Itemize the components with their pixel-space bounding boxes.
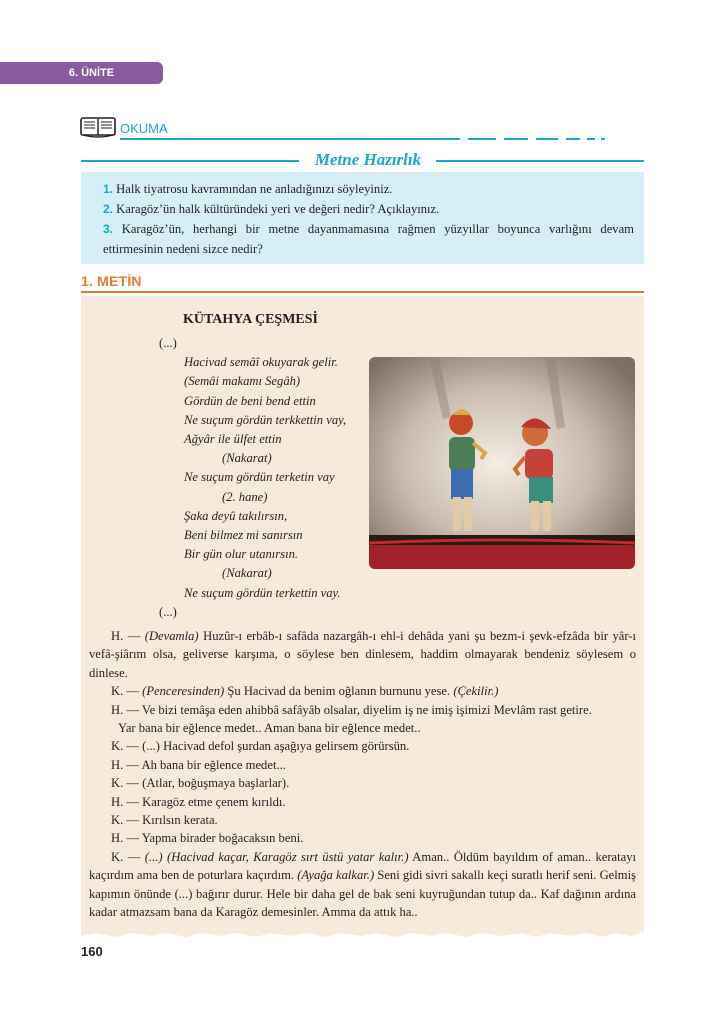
dialogue (81, 627, 644, 922)
prep-question: 3. Karagöz’ün, herhangi bir metne dayanmamasına rağmen yüzyıllar boyunca varlığını devam ettirmesinin nedeni sizce nedir? (103, 222, 634, 256)
poem-line: Gördün de beni bend ettin (184, 393, 316, 408)
karagoz-puppets-illustration (369, 357, 635, 569)
dialogue-line: H. — Ve bizi temâşa eden ahibbâ safâyâb olsalar, diyelim iş ne imiş işimizi Mevlâm rast getire. (111, 702, 592, 717)
poem-line: Ağyâr ile ülfet ettin (184, 432, 282, 447)
section-rule (120, 138, 460, 140)
poem-line: (Nakarat) (222, 451, 272, 466)
unit-tab: 6. ÜNİTE (0, 62, 163, 84)
dialogue-line: H. — Ah bana bir eğlence medet... (111, 757, 286, 772)
poem-line: (...) (159, 604, 177, 619)
prep-rule-right (436, 160, 644, 162)
poem-line: Bir gün olur utanırsın. (184, 547, 299, 562)
open-book-icon (80, 116, 116, 138)
poem (159, 334, 346, 622)
section-rule-dash (587, 138, 595, 140)
text-heading-rule (81, 291, 644, 293)
poem-line: Ne suçum gördün terkettin vay. (184, 585, 341, 600)
poem-title: KÜTAHYA ÇEŞMESİ (183, 312, 318, 327)
prep-header (81, 150, 644, 170)
prep-question: 1. Halk tiyatrosu kavramından ne anladığınızı söyleyiniz. (103, 182, 393, 196)
prep-rule-left (81, 160, 299, 162)
page-number: 160 (81, 944, 103, 959)
poem-line: Şaka deyû takılırsın, (184, 508, 288, 523)
poem-line: Ne suçum gördün terkkettin vay, (184, 412, 347, 427)
dialogue-line: K. — Kırılsın kerata. (111, 813, 218, 828)
section-label: OKUMA (120, 121, 168, 136)
dialogue-line: K. — (...) Hacivad defol şurdan aşağıya gelirsem görürsün. (111, 739, 410, 754)
shadow-puppet-photo (369, 357, 635, 569)
poem-line: (Semâi makamı Segâh) (184, 374, 301, 389)
prep-questions (81, 172, 644, 264)
section-rule-dash (468, 138, 496, 140)
dialogue-line: Yar bana bir eğlence medet.. Aman bana bir eğlence medet.. (118, 721, 421, 736)
dialogue-line: K. — (Penceresinden) Şu Hacivad da benim oğlanın burnunu yese. (Çekilir.) (111, 684, 499, 699)
section-rule-dash (566, 138, 580, 140)
poem-line: Hacivad semâî okuyarak gelir. (184, 355, 338, 370)
poem-line: (Nakarat) (222, 566, 272, 581)
dialogue-line: H. — Yapma birader boğacaksın beni. (111, 831, 304, 846)
dialogue-line: H. — Karagöz etme çenem kırıldı. (111, 794, 286, 809)
dialogue-line: K. — (...) (Hacivad kaçar, Karagöz sırt üstü yatar kalır.) Aman.. Öldüm bayıldım of aman.. keratayı kaçırdım ama ben de poturlara kaçırdım. (Ayağa kalkar.) Seni gidi sivri sakallı keçi suratlı herif seni. Gelmiş kapımın önünde (...) bağırır durur. Hele bir daha gel de bak seni kuyruğundan tutup da.. Kaf dağının ardına kadar atmazsam bana da Karagöz demesinler. Amma da attık ha.. (89, 849, 636, 920)
text-heading (81, 273, 644, 293)
section-rule-dash (536, 138, 558, 140)
torn-edge (81, 928, 644, 938)
section-rule-dash (601, 138, 605, 140)
dialogue-line: K. — (Atlar, boğuşmaya başlarlar). (111, 776, 290, 791)
poem-line: Ne suçum gördün terketin vay (184, 470, 335, 485)
prep-question: 2. Karagöz’ün halk kültüründeki yeri ve değeri nedir? Açıklayınız. (103, 202, 440, 216)
prep-title: Metne Hazırlık (314, 150, 422, 169)
poem-line: (...) (159, 336, 177, 350)
poem-line: (2. hane) (222, 489, 268, 504)
section-okuma (80, 116, 610, 140)
text-heading-label: 1. METİN (81, 273, 142, 289)
dialogue-line: H. — (Devamla) Huzûr-ı erbâb-ı safâda nazargâh-ı ehl-i dehâda yani şu bezm-i şevk-efzâda bir yâr-ı vefâ-şiârım olsa, geliverse karşıma, o söylese ben dinlesem, haddim olmayarak bendeniz söylesem o dinlese. (89, 629, 636, 680)
section-rule-dash (504, 138, 528, 140)
poem-line: Beni bilmez mi sanırsın (184, 528, 303, 543)
